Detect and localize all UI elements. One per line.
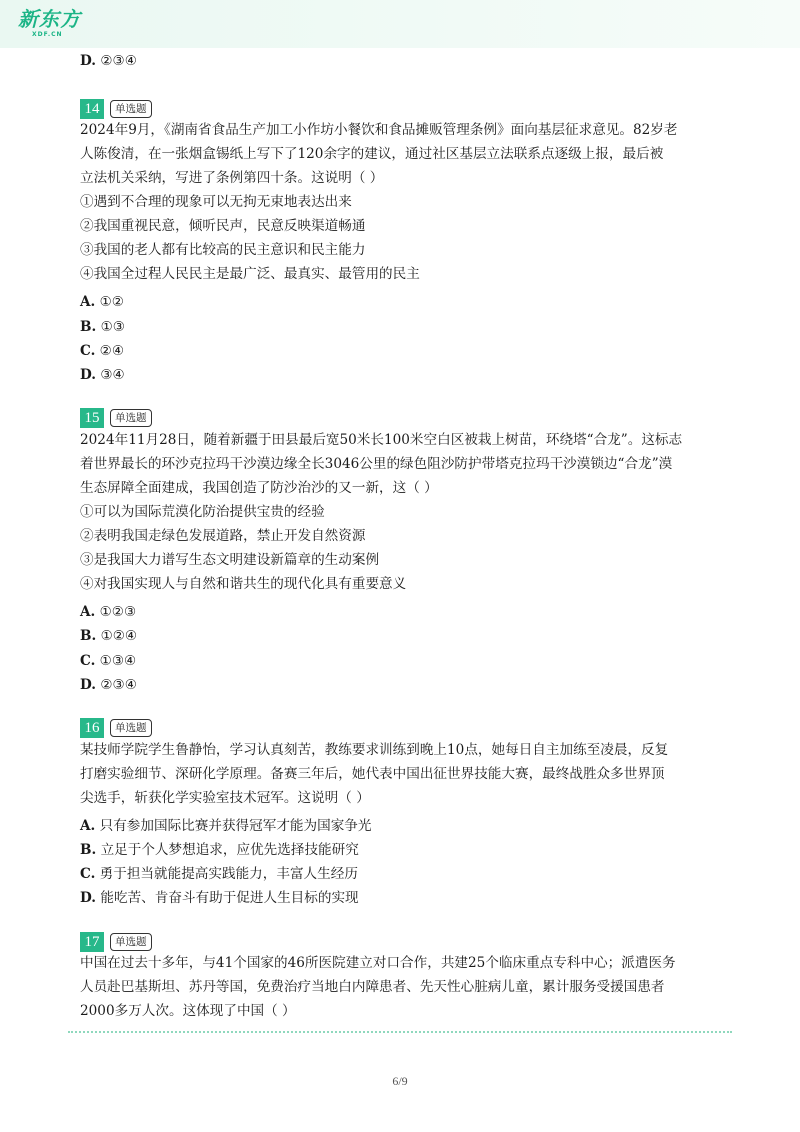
question-stem-line: 某技师学院学生鲁静怡，学习认真刻苦，教练要求训练到晚上10点，她每日自主加练至凌晨，反复 <box>80 742 669 758</box>
question-stem-line: 着世界最长的环沙克拉玛干沙漠边缘全长3046公里的绿色阻沙防护带塔克拉玛干沙漠锁边“合龙”漠 <box>80 456 673 472</box>
option-d: D. ③④ <box>80 367 125 383</box>
question-16-header <box>80 718 152 738</box>
option-b: B. ①②④ <box>80 628 138 644</box>
option-d: D. ②③④ <box>80 677 137 693</box>
option-a: A. 只有参加国际比赛并获得冠军才能为国家争光 <box>80 818 372 834</box>
question-15-header <box>80 408 152 428</box>
option-a: A. ①②③ <box>80 604 137 620</box>
option-a: A. ①② <box>80 294 124 310</box>
question-type-badge: 单选题 <box>110 933 152 951</box>
question-stem-line: 打磨实验细节、深研化学原理。备赛三年后，她代表中国出征世界技能大赛，最终战胜众多世界顶 <box>80 766 665 782</box>
statement: ④我国全过程人民民主是最广泛、最真实、最管用的民主 <box>80 266 420 282</box>
question-14-header <box>80 99 152 119</box>
statement: ①可以为国际荒漠化防治提供宝贵的经验 <box>80 504 325 520</box>
statement: ③我国的老人都有比较高的民主意识和民主能力 <box>80 242 366 258</box>
option-c: C. ①③④ <box>80 653 137 669</box>
option-b: B. 立足于个人梦想追求，应优先选择技能研究 <box>80 842 359 858</box>
page-header <box>0 0 800 48</box>
statement: ①遇到不合理的现象可以无拘无束地表达出来 <box>80 194 352 210</box>
brand-logo: 新东方 <box>18 7 81 31</box>
question-stem-line: 2024年9月，《湖南省食品生产加工小作坊小餐饮和食品摊贩管理条例》面向基层征求意见。82岁老 <box>80 122 678 138</box>
brand-logo-sub: XDF.CN <box>32 31 63 38</box>
option-b: B. ①③ <box>80 319 125 335</box>
question-type-badge: 单选题 <box>110 100 152 118</box>
question-stem-line: 人陈俊清，在一张烟盒锡纸上写下了120余字的建议，通过社区基层立法联系点逐级上报，最后被 <box>80 146 664 162</box>
prev-option-d: D. ②③④ <box>80 53 137 69</box>
option-c: C. ②④ <box>80 343 125 359</box>
question-type-badge: 单选题 <box>110 409 152 427</box>
question-number: 15 <box>80 408 104 428</box>
question-stem-line: 立法机关采纳，写进了条例第四十条。这说明（ ） <box>80 170 384 186</box>
question-stem-line: 人员赴巴基斯坦、苏丹等国，免费治疗当地白内障患者、先天性心脏病儿童，累计服务受援国患者 <box>80 979 665 995</box>
question-stem-line: 中国在过去十多年，与41个国家的46所医院建立对口合作，共建25个临床重点专科中心；派遣医务 <box>80 955 676 971</box>
question-stem-line: 2000多万人次。这体现了中国（ ） <box>80 1003 296 1019</box>
page-divider <box>68 1031 732 1033</box>
statement: ④对我国实现人与自然和谐共生的现代化具有重要意义 <box>80 576 407 592</box>
question-number: 16 <box>80 718 104 738</box>
question-stem-line: 尖选手，斩获化学实验室技术冠军。这说明（ ） <box>80 790 370 806</box>
statement: ②我国重视民意，倾听民声，民意反映渠道畅通 <box>80 218 366 234</box>
statement: ②表明我国走绿色发展道路，禁止开发自然资源 <box>80 528 366 544</box>
page-number: 6/9 <box>392 1074 408 1088</box>
option-d: D. 能吃苦、肯奋斗有助于促进人生目标的实现 <box>80 890 359 906</box>
option-c: C. 勇于担当就能提高实践能力，丰富人生经历 <box>80 866 358 882</box>
question-number: 14 <box>80 99 104 119</box>
question-type-badge: 单选题 <box>110 719 152 737</box>
question-stem-line: 生态屏障全面建成，我国创造了防沙治沙的又一新，这（ ） <box>80 480 438 496</box>
question-stem-line: 2024年11月28日，随着新疆于田县最后宽50米长100米空白区被栽上树苗，环绕塔“合龙”。这标志 <box>80 432 683 448</box>
question-17-header <box>80 932 152 952</box>
question-number: 17 <box>80 932 104 952</box>
statement: ③是我国大力谱写生态文明建设新篇章的生动案例 <box>80 552 380 568</box>
